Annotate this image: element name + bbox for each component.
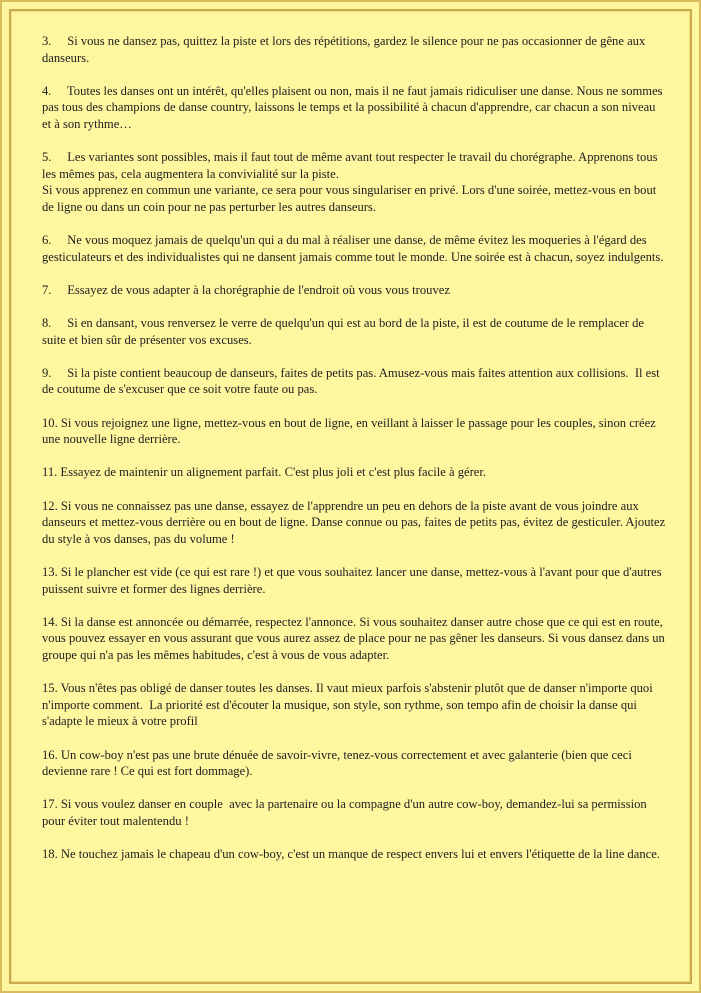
- rule-13: 13. Si le plancher est vide (ce qui est rare !) et que vous souhaitez lancer une danse, mettez-vous à l'avant pour que d'autres puissent suivre et former des lignes derrière.: [42, 565, 665, 596]
- rule-4: 4. Toutes les danses ont un intérêt, qu'elles plaisent ou non, mais il ne faut jamais ridiculiser une danse. Nous ne sommes pas tous des champions de danse country, laissons le temps et la possibilité à chacun d'apprendre, car chacun a son niveau et à son rythme…: [42, 83, 666, 131]
- rule-10: 10. Si vous rejoignez une ligne, mettez-vous en bout de ligne, en veillant à laisser le passage pour les couples, sinon créez une nouvelle ligne derrière.: [42, 415, 659, 447]
- rule-14: 14. Si la danse est annoncée ou démarrée, respectez l'annonce. Si vous souhaitez danser autre chose que ce qui est en route, vous pouvez essayer en vous assurant que vous aurez assez de place pour ne pas gêner les danseurs. Si vous dansez dans un groupe qui n'a pas les mêmes habitudes, c'est à vous de vous adapter.: [42, 614, 669, 662]
- rule-16: 16. Un cow-boy n'est pas une brute dénuée de savoir-vivre, tenez-vous correctement et avec galanterie (bien que ceci devienne rare ! Ce qui est fort dommage).: [42, 747, 635, 779]
- rule-11: 11. Essayez de maintenir un alignement parfait. C'est plus joli et c'est plus facile à gérer.: [42, 465, 487, 480]
- rule-15: 15. Vous n'êtes pas obligé de danser toutes les danses. Il vaut mieux parfois s'abstenir plutôt que de danser n'importe quoi n'importe comment. La priorité est d'écouter la musique, son style, son rythme, son tempo afin de choisir la danse qui s'adapte le mieux à votre profil: [42, 681, 656, 729]
- rule-12: 12. Si vous ne connaissez pas une danse, essayez de l'apprendre un peu en dehors de la piste avant de vous joindre aux danseurs et mettez-vous derrière ou en bout de ligne. Danse connue ou pas, faites de petits pas, évitez de gesticuler. Ajoutez du style à vos danses, pas du volume !: [42, 498, 669, 546]
- rule-5: 5. Les variantes sont possibles, mais il faut tout de même avant tout respecter le travail du chorégraphe. Apprenons tous les mêmes pas, cela augmentera la convivialité sur la piste. Si vous apprenez en commun une variante, ce sera pour vous singulariser en privé. Lors d'une soirée, mettez-vous en bout de ligne ou dans un coin pour ne pas perturber les autres danseurs.: [42, 150, 658, 214]
- rule-8: 8. Si en dansant, vous renversez le verre de quelqu'un qui est au bord de la piste, il est de coutume de le remplacer de suite et bien sûr de présenter vos excuses.: [42, 316, 648, 347]
- rule-9: 9. Si la piste contient beaucoup de danseurs, faites de petits pas. Amusez-vous mais faites attention aux collisions. Il est de coutume de s'excuser que ce soit votre faute ou pas.: [42, 365, 663, 397]
- rule-18: 18. Ne touchez jamais le chapeau d'un cow-boy, c'est un manque de respect envers lui et envers l'étiquette de la line dance.: [42, 847, 660, 862]
- rule-3: 3. Si vous ne dansez pas, quittez la piste et lors des répétitions, gardez le silence pour ne pas occasionner de gêne aux danseurs.: [42, 34, 649, 65]
- rule-7: 7. Essayez de vous adapter à la chorégraphie de l'endroit où vous vous trouvez: [42, 282, 450, 297]
- rule-17: 17. Si vous voulez danser en couple avec la partenaire ou la compagne d'un autre cow-boy, demandez-lui sa permission pour éviter tout malentendu !: [42, 797, 650, 828]
- rules-list: [42, 33, 669, 879]
- rule-6: 6. Ne vous moquez jamais de quelqu'un qui a du mal à réaliser une danse, de même évitez les moqueries à l'égard des gesticulateurs et des individualistes qui ne dansent jamais comme tout le monde. Une soirée est à chacun, soyez indulgents.: [42, 233, 664, 264]
